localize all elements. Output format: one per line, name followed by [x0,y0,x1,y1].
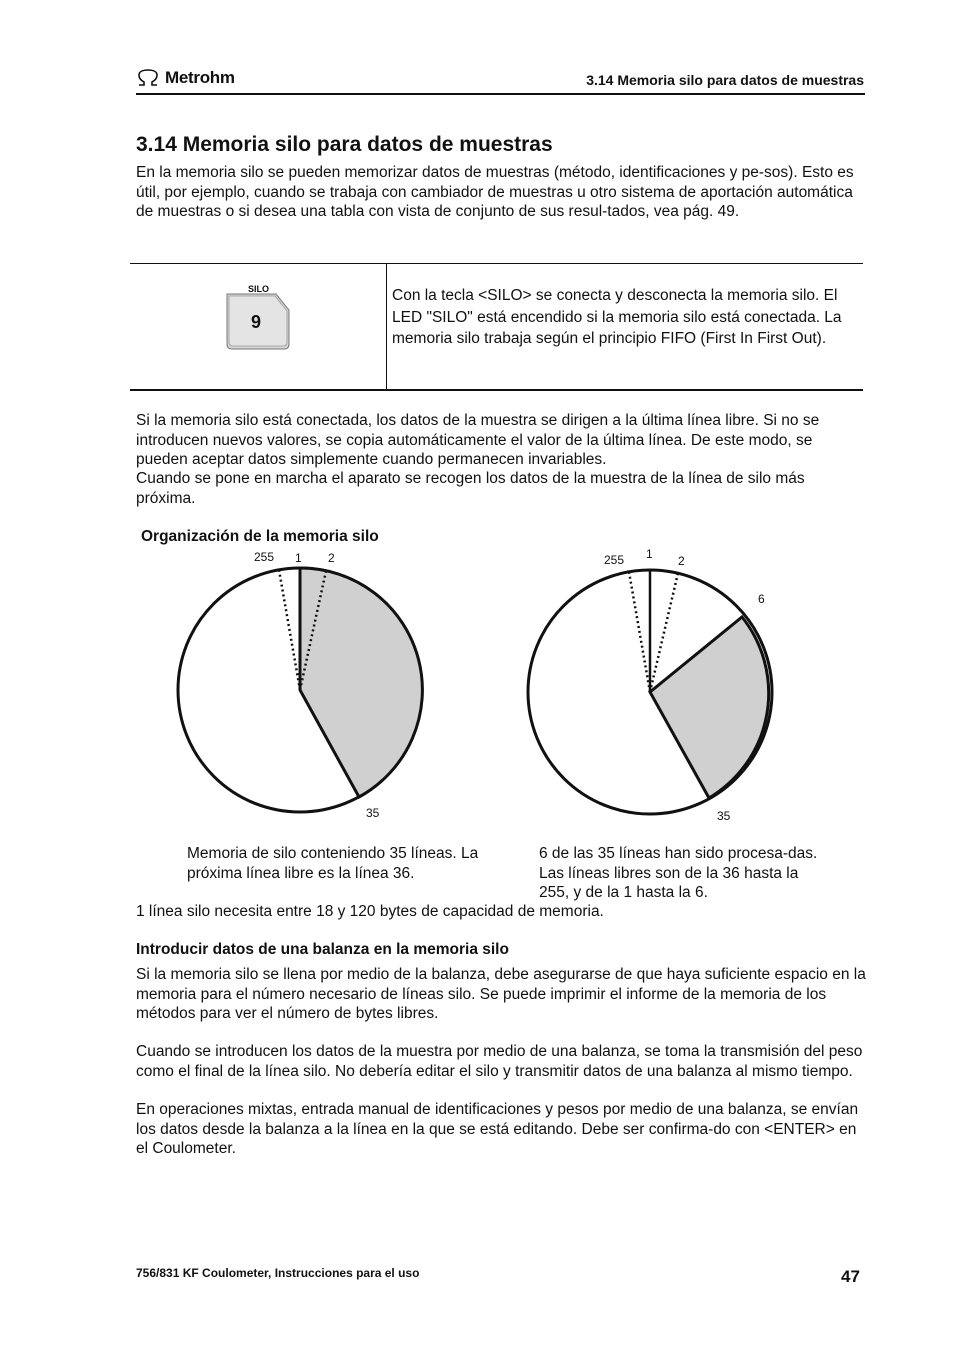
d1-label-2: 2 [328,551,335,565]
balance-heading: Introducir datos de una balanza en la memoria silo [136,941,509,958]
key-number: 9 [251,312,262,332]
intro-paragraph: En la memoria silo se pueden memorizar datos de muestras (método, identificaciones y pe-sos). Esto es útil, por ejemplo, cuando se trabaja con cambiador de muestras u otro sistema de aportación automática de muestras o si desea una tabla con vista de conjunto de sus resul-tados, vea pág. 49. [136,164,854,221]
footer-doc-title: 756/831 KF Coulometer, Instrucciones para el uso [136,1266,420,1280]
page-number: 47 [841,1267,860,1286]
balance-paragraph-1: Si la memoria silo se llena por medio de la balanza, debe asegurarse de que haya suficiente espacio en la memoria para el número necesario de líneas silo. Se puede imprimir el informe de la memoria de los métodos para ver el número de bytes libres. [136,966,866,1023]
org-heading: Organización de la memoria silo [141,528,379,545]
d2-label-1: 1 [646,547,653,561]
silo-diagram-2 [528,570,772,814]
connected-paragraph: Si la memoria silo está conectada, los datos de la muestra se dirigen a la última línea libre. Si no se introducen nuevos valores, se copia automáticamente el valor de la última línea. De este modo, se pueden aceptar datos simplemente cuando permanecen invariables. [136,412,820,469]
d2-label-2: 2 [678,554,685,568]
balance-paragraph-2: Cuando se introducen los datos de la muestra por medio de una balanza, se toma la transmisión del peso como el final de la línea silo. No debería editar el silo y transmitir datos de una balanza al mismo tiempo. [136,1043,863,1080]
d2-label-6: 6 [758,592,765,606]
key-description: Con la tecla <SILO> se conecta y desconecta la memoria silo. El LED "SILO" está encendido si la memoria silo está conectada. La memoria silo trabaja según el principio FIFO (First In First Out). [392,287,842,347]
diagram2-caption: 6 de las 35 líneas han sido procesa-das. Las líneas libres son de la 36 hasta la 255, y de la 1 hasta la 6. [539,845,818,901]
bytes-note: 1 línea silo necesita entre 18 y 120 bytes de capacidad de memoria. [136,903,604,920]
d2-label-255: 255 [604,553,625,567]
logo-text: Metrohm [165,68,235,87]
diagram1-caption: Memoria de silo conteniendo 35 líneas. La próxima línea libre es la línea 36. [187,845,479,882]
d1-label-255: 255 [254,550,275,564]
d1-label-1: 1 [295,551,302,565]
d2-label-35: 35 [717,809,731,823]
silo-diagram-1 [178,568,422,812]
balance-paragraph-3: En operaciones mixtas, entrada manual de identificaciones y pesos por medio de una balanza, se envían los datos desde la balanza a la línea en la que se está editando. Debe ser confirma-do con <ENTER> en el Coulometer. [136,1101,859,1158]
start-paragraph: Cuando se pone en marcha el aparato se recogen los datos de la muestra de la línea de silo más próxima. [136,470,805,507]
d1-label-35: 35 [366,806,380,820]
header-section-title: 3.14 Memoria silo para datos de muestras [586,72,864,88]
key-label: SILO [248,284,270,294]
section-heading: 3.14 Memoria silo para datos de muestras [136,133,553,156]
